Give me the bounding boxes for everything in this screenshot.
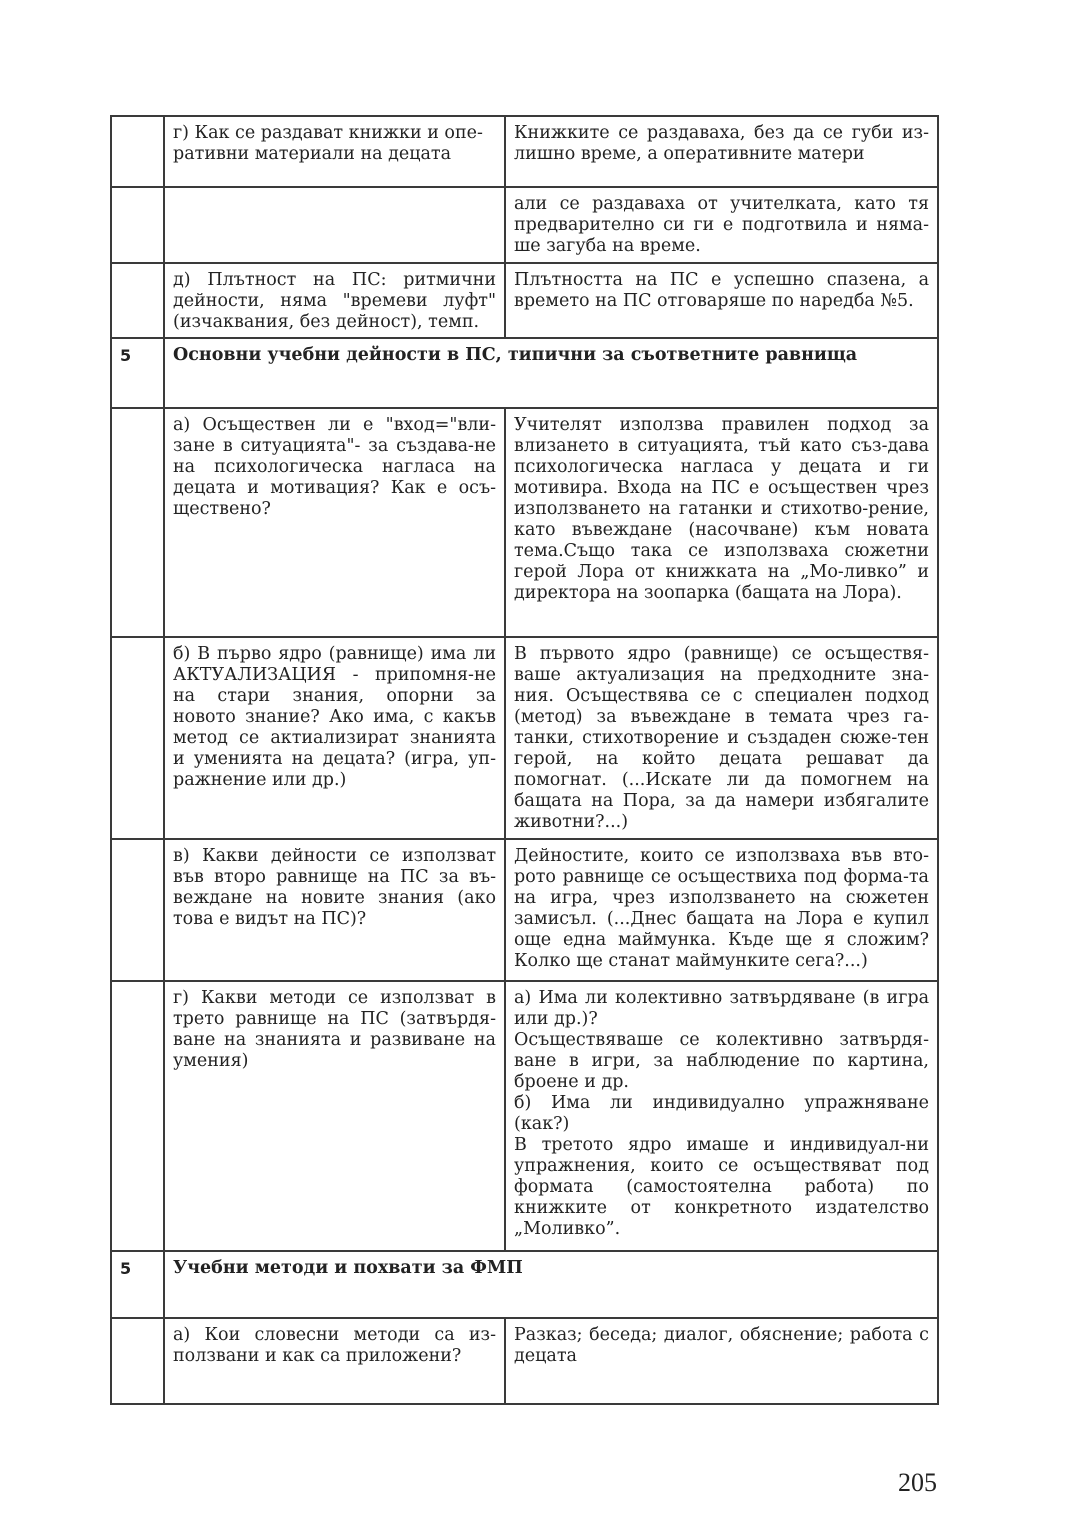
table-row [111, 408, 938, 637]
page-number: 205 [898, 1468, 937, 1497]
question-cell: г) Какви методи се използват в трето равнище на ПС (затвърдя-ване на знанията и развиване на умения) [164, 981, 505, 1251]
question-cell: д) Плътност на ПС: ритмични дейности, няма "времеви луфт" (изчаквания, без дейност), темп. [164, 263, 505, 338]
section-number-cell: 5 [111, 1251, 164, 1318]
section-number-cell: 5 [111, 338, 164, 408]
question-cell: а) Осъществен ли е "вход="вли-зане в ситуацията"- за създава-не на психологическа нагласа на децата и мотивация? Как е осъ-ществено? [164, 408, 505, 637]
table-row [111, 187, 938, 263]
section-row [111, 338, 938, 408]
row-number-cell [111, 637, 164, 839]
row-number-cell [111, 263, 164, 338]
answer-cell: Дейностите, които се използваха във вто-рото равнище се осъществиха под форма-та на игра, чрез използването на сюжетен замисъл. (...Днес бащата на Лора е купил още една маймунка. Къде ще я сложим? Колко ще станат маймунките сега?...) [505, 839, 938, 981]
answer-cell: В първото ядро (равнище) се осъществя-ваше актуализация на предходните зна-ния. Осъществява се с специален подход (метод) за въвеждане в темата чрез га-танки, стихотворение и създаден сюже-тен герой, на който децата решават да помогнат. (...Искате ли да помогнем на бащата на Пора, за да намери избягалите животни?...) [505, 637, 938, 839]
answer-cell: Разказ; беседа; диалог, обяснение; работа с децата [505, 1318, 938, 1404]
section-row [111, 1251, 938, 1318]
table-row [111, 981, 938, 1251]
question-cell [164, 187, 505, 263]
table-row [111, 116, 938, 187]
row-number-cell [111, 981, 164, 1251]
section-title: Учебни методи и похвати за ФМП [164, 1251, 938, 1318]
answer-cell: али се раздаваха от учителката, като тя предварително си ги е подготвила и няма-ше загуба на време. [505, 187, 938, 263]
question-cell: б) В първо ядро (равнище) има ли АКТУАЛИЗАЦИЯ - припомня-не на стари знания, опорни за новото знание? Ако има, с какъв метод се актиализират знанията и уменията на децата? (игра, уп-ражнение или др.) [164, 637, 505, 839]
table-row [111, 839, 938, 981]
table-row [111, 1318, 938, 1404]
row-number-cell [111, 116, 164, 187]
section-title: Основни учебни дейности в ПС, типични за съответните равнища [164, 338, 938, 408]
row-number-cell [111, 187, 164, 263]
row-number-cell [111, 408, 164, 637]
answer-cell: Книжките се раздаваха, без да се губи из-лишно време, а оперативните матери [505, 116, 938, 187]
answer-cell: Учителят използва правилен подход за влизането в ситуацията, тъй като съз-дава психологическа нагласа у децата и ги мотивира. Входа на ПС е осъществен чрез използването на гатанки и стихотво-рение, като въвеждане (насочване) към новата тема.Също така се използваха сюжетни герой Лора от книжката на „Мо-ливко” и директора на зоопарка (бащата на Лора). [505, 408, 938, 637]
evaluation-table [110, 115, 939, 1405]
table-row [111, 263, 938, 338]
question-cell: в) Какви дейности се използват във второ равнище на ПС за въ-веждане на новите знания (ако това е видът на ПС)? [164, 839, 505, 981]
answer-cell: Плътността на ПС е успешно спазена, а времето на ПС отговаряше по наредба №5. [505, 263, 938, 338]
question-cell: г) Как се раздават книжки и опе-ративни материали на децата [164, 116, 505, 187]
row-number-cell [111, 839, 164, 981]
row-number-cell [111, 1318, 164, 1404]
answer-cell: а) Има ли колективно затвърдяване (в игра или др.)? Осъществяваше се колективно затвърдя-ване в игри, за наблюдение по картина, броене и др. б) Има ли индивидуално упражняване (как?) В третото ядро имаше и индивидуал-ни упражнения, които се осъществяват под формата (самостоятелна работа) по книжките от конкретното издателство „Моливко”. [505, 981, 938, 1251]
question-cell: а) Кои словесни методи са из-ползвани и как са приложени? [164, 1318, 505, 1404]
table-row [111, 637, 938, 839]
